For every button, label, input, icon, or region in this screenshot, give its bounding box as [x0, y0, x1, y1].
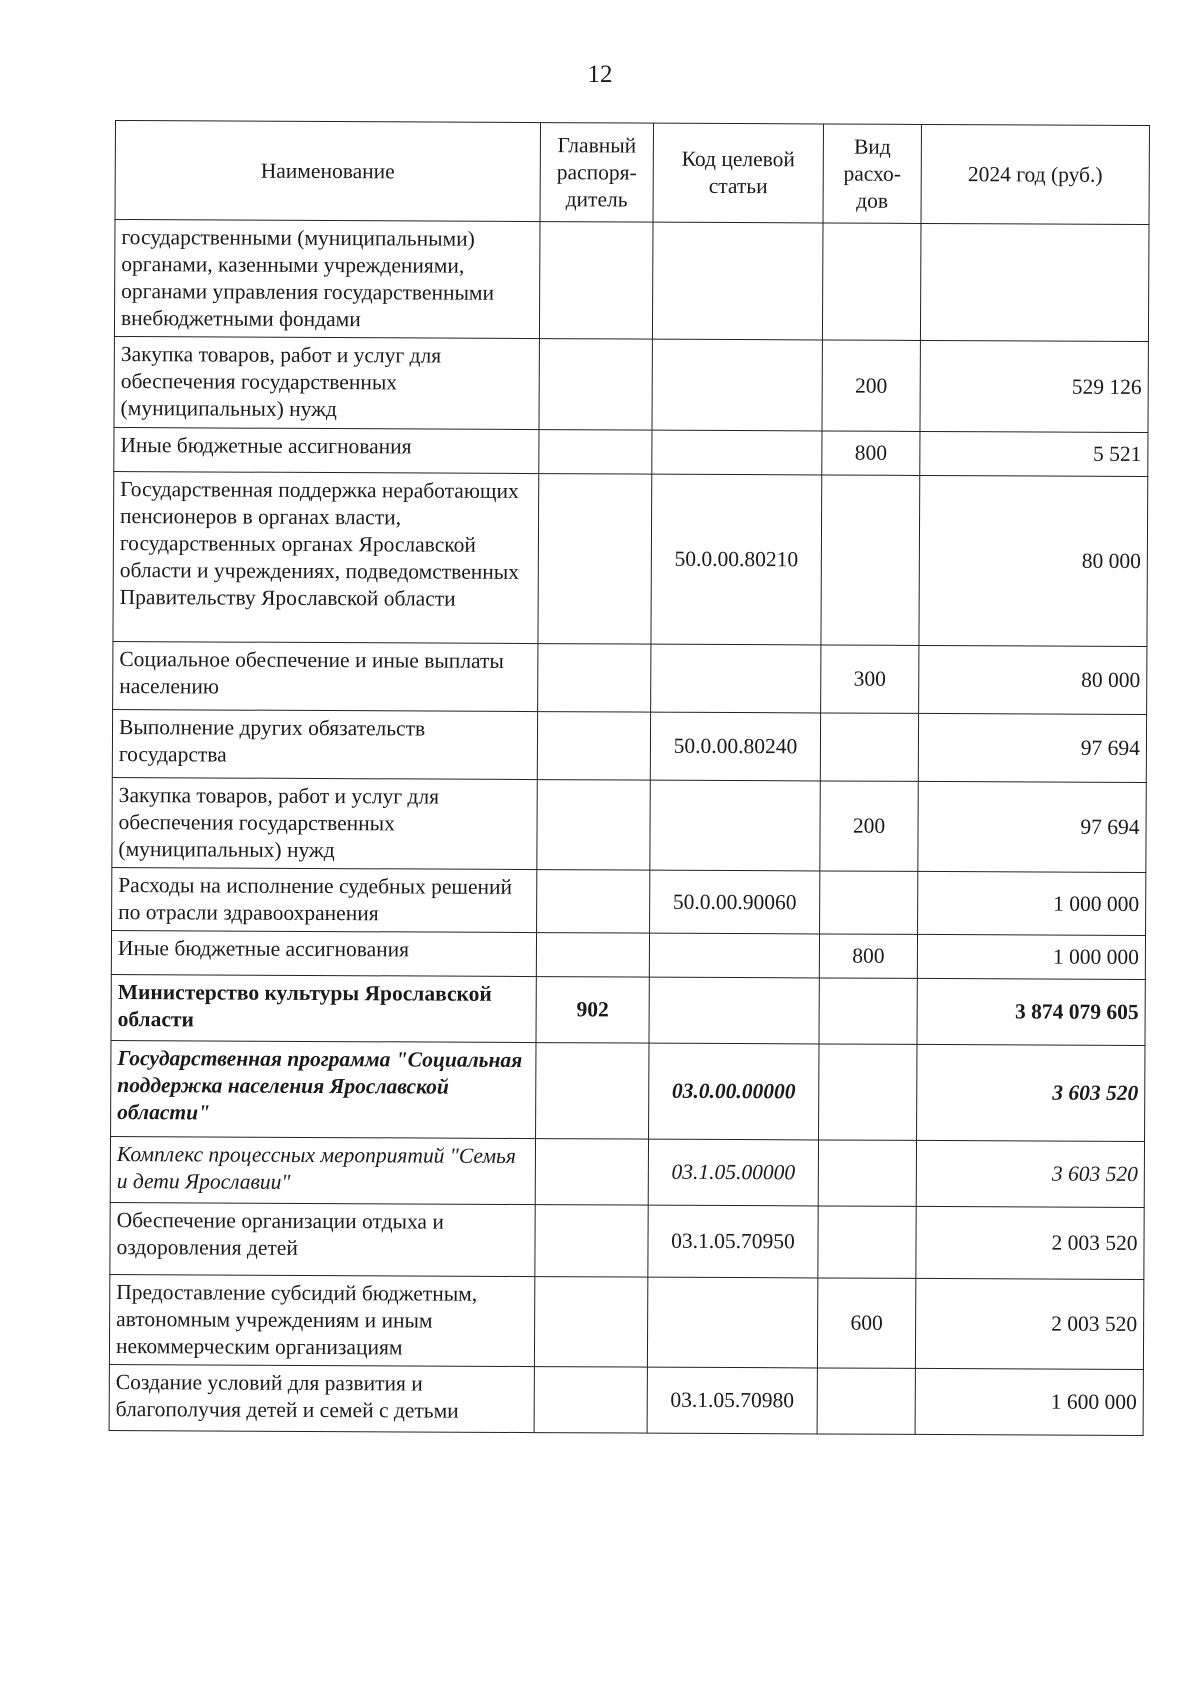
cell-admin [539, 430, 652, 475]
cell-amount: 3 874 079 605 [917, 978, 1145, 1045]
cell-code [652, 430, 822, 475]
cell-type [819, 1044, 917, 1140]
cell-admin [539, 222, 653, 340]
table-row [109, 1364, 1143, 1435]
table-row [109, 1274, 1143, 1369]
cell-code: 03.0.00.00000 [649, 1043, 819, 1140]
cell-type: 800 [822, 431, 920, 475]
cell-name: Закупка товаров, работ и услуг для обеспечения государственных (муниципальных) нужд [114, 336, 539, 429]
cell-amount: 80 000 [919, 475, 1148, 646]
table-body [109, 220, 1149, 1436]
cell-name: Комплекс процессных мероприятий "Семья и дети Ярославии" [110, 1136, 535, 1204]
cell-amount: 1 000 000 [918, 871, 1146, 935]
header-type: Вид расхо-дов [823, 124, 921, 223]
cell-amount: 3 603 520 [917, 1044, 1145, 1141]
cell-code [652, 222, 823, 340]
cell-amount: 5 521 [920, 431, 1148, 476]
cell-code: 50.0.00.80240 [650, 712, 820, 781]
cell-type [822, 223, 921, 340]
cell-code: 50.0.00.90060 [650, 870, 820, 934]
cell-type [818, 1206, 916, 1278]
cell-name: Расходы на исполнение судебных решений по отрасли здравоохранения [112, 867, 537, 932]
cell-type: 200 [820, 781, 918, 871]
cell-name: Иные бюджетные ассигнования [114, 427, 539, 473]
cell-type: 600 [817, 1278, 915, 1368]
cell-type [821, 475, 920, 645]
cell-amount: 529 126 [920, 340, 1148, 432]
cell-code [647, 1277, 817, 1368]
cell-type: 200 [822, 340, 920, 431]
cell-admin [534, 1367, 647, 1434]
cell-admin [537, 870, 650, 934]
table-row [110, 1136, 1144, 1207]
table-row [111, 930, 1145, 979]
cell-admin: 902 [536, 977, 649, 1044]
header-code: Код целевой статьи [653, 123, 823, 223]
cell-name: Создание условий для развития и благополучия детей и семей с детьми [109, 1364, 534, 1432]
cell-amount [920, 223, 1149, 341]
cell-code: 03.1.05.70980 [647, 1367, 817, 1434]
cell-type [820, 713, 918, 781]
table-row [110, 1202, 1144, 1279]
cell-name: Иные бюджетные ассигнования [111, 930, 536, 976]
cell-code: 50.0.00.80210 [651, 474, 822, 645]
cell-type: 800 [819, 934, 917, 978]
budget-table [109, 120, 1150, 1436]
cell-admin [538, 644, 651, 713]
cell-name: Социальное обеспечение и иные выплаты населению [113, 641, 538, 711]
cell-code: 03.1.05.70950 [648, 1205, 818, 1278]
cell-amount: 3 603 520 [916, 1140, 1144, 1207]
cell-code [651, 644, 821, 713]
cell-code [652, 339, 822, 431]
table-row [113, 641, 1147, 714]
table-row [112, 867, 1146, 935]
table-row [111, 1040, 1145, 1141]
header-admin: Главный распоря-дитель [540, 123, 653, 223]
table-row [113, 471, 1148, 646]
cell-name: Выполнение других обязательств государства [112, 709, 537, 779]
cell-admin [538, 474, 652, 645]
cell-admin [536, 933, 649, 978]
cell-amount: 1 600 000 [915, 1368, 1143, 1435]
header-amount: 2024 год (руб.) [921, 124, 1149, 224]
cell-code: 03.1.05.00000 [648, 1139, 818, 1206]
cell-amount: 97 694 [918, 781, 1146, 872]
cell-type: 300 [821, 645, 919, 713]
table-row [112, 777, 1146, 872]
cell-admin [536, 1043, 649, 1140]
cell-admin [535, 1205, 648, 1278]
cell-name: Обеспечение организации отдыха и оздоровления детей [110, 1202, 535, 1276]
cell-type [819, 978, 917, 1044]
cell-name: Предоставление субсидий бюджетным, автономным учреждениям и иным некоммерческим организациям [109, 1274, 534, 1366]
cell-amount: 2 003 520 [916, 1206, 1144, 1279]
cell-amount: 2 003 520 [915, 1278, 1143, 1369]
page-number: 12 [587, 61, 613, 88]
cell-name: государственными (муниципальными) органами, казенными учреждениями, органами управления государственными внебюджетными фондами [114, 220, 540, 339]
cell-amount: 1 000 000 [917, 934, 1145, 979]
table-row [114, 220, 1149, 342]
cell-name: Закупка товаров, работ и услуг для обеспечения государственных (муниципальных) нужд [112, 777, 537, 869]
header-name: Наименование [115, 121, 540, 222]
cell-amount: 97 694 [918, 713, 1146, 782]
table-row [114, 427, 1148, 476]
cell-code [649, 933, 819, 978]
cell-admin [537, 780, 650, 871]
cell-amount: 80 000 [919, 645, 1147, 714]
cell-type [817, 1368, 915, 1434]
cell-admin [535, 1139, 648, 1206]
cell-name: Министерство культуры Ярославской области [111, 974, 536, 1042]
table-row [112, 709, 1146, 782]
cell-code [650, 780, 820, 871]
cell-admin [537, 712, 650, 781]
cell-name: Государственная поддержка неработающих пенсионеров в органах власти, государственных органах Ярославской области и учреждениях, подведомственных Правительству Ярославской области [113, 471, 539, 643]
cell-admin [534, 1277, 647, 1368]
cell-type [820, 871, 918, 934]
cell-name: Государственная программа "Социальная поддержка населения Ярославской области" [111, 1040, 536, 1138]
cell-code [649, 977, 819, 1044]
table-header-row [115, 121, 1149, 225]
cell-admin [539, 339, 652, 431]
cell-type [818, 1140, 916, 1206]
table-row [114, 336, 1148, 432]
table-row [111, 974, 1145, 1045]
